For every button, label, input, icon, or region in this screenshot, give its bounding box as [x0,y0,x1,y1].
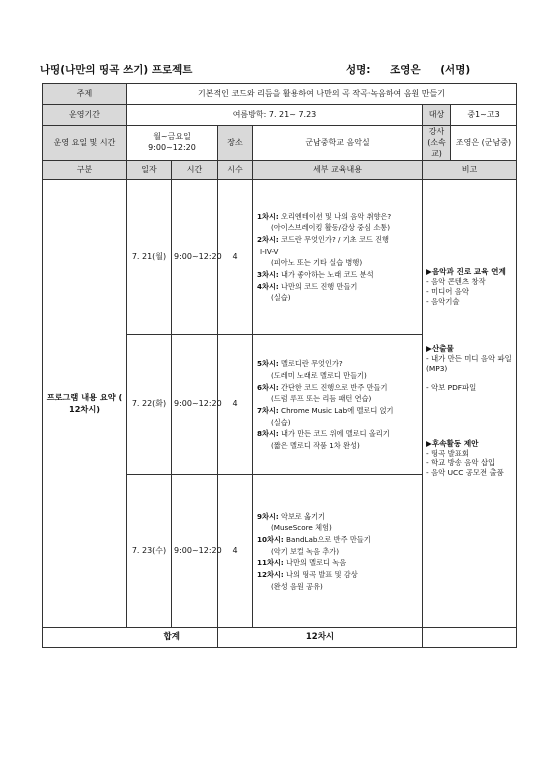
session-sub: (악기 보컬 녹음 추가) [271,546,340,556]
session-topic: 나만의 멜로디 녹음 [283,558,347,568]
notes-item: - 학교 방송 음악 삽입 [426,458,496,468]
notes-group [426,439,513,478]
session-time: 9:00~12:20 [172,180,218,335]
session-sub: (실습) [271,417,291,427]
session-date: 7. 23(수) [127,475,172,628]
session-hours: 4 [218,475,253,628]
total-row [43,628,517,648]
session-topic: 간단한 코드 진행으로 반주 만들기 [278,382,388,392]
signature-name: 조영은 [390,64,421,76]
notes-item: - 미디어 음악 [426,286,470,296]
session-sub: (피아노 또는 기타 실습 병행) [271,258,363,268]
session-sub: (도레미 노래로 멜로디 만들기) [271,370,367,380]
session-topic: 내가 좋아하는 노래 코드 분석 [278,270,374,280]
notes-heading: ▶음악과 진로 교육 연계 [426,267,506,277]
session-hours: 4 [218,335,253,475]
period-label: 운영기간 [43,105,127,126]
instructor-value: 조영은 (군남중) [451,126,517,161]
day-value: 월~금요일 9:00~12:20 [127,126,218,161]
notes-cell [423,180,517,628]
theme-label: 주제 [43,84,127,105]
session-topic: BandLab으로 반주 만들기 [283,534,371,544]
session-number: 8차시: [257,429,279,439]
signature-sign: (서명) [440,64,471,76]
session-details [253,335,423,475]
session-sub: (MuseScore 체험) [271,523,332,533]
session-number: 3차시: [257,270,279,280]
col-header-date: 일자 [127,161,172,180]
session-details [253,180,423,335]
session-number: 12차시: [257,569,284,579]
instructor-label: 강사 (소속교) [423,126,451,161]
session-number: 11차시: [257,558,284,568]
notes-heading: ▶산출물 [426,344,454,354]
signature-label: 성명: [346,64,371,76]
session-sub: (짧은 멜로디 작품 1차 완성) [271,440,360,450]
session-date: 7. 22(화) [127,335,172,475]
col-header-category: 구분 [43,161,127,180]
session-sub: (드럼 루프 또는 리듬 패턴 연습) [271,394,372,404]
session-sub: (완성 음원 공유) [271,581,323,591]
session-sub: (실습) [271,293,291,303]
session-number: 5차시: [257,359,279,369]
session-time: 9:00~12:20 [172,335,218,475]
session-number: 1차시: [257,211,279,221]
session-number: 2차시: [257,235,279,245]
col-header-notes: 비고 [423,161,517,180]
session-topic: 코드란 무엇인가? / 기초 코드 진행 [278,235,389,245]
signature-line [346,62,484,77]
notes-item: - 음악기술 [426,296,460,306]
session-time: 9:00~12:20 [172,475,218,628]
session-number: 9차시: [257,511,279,521]
session-topic: 나의 띵곡 발표 및 감상 [283,569,358,579]
session-number: 6차시: [257,382,279,392]
session-date: 7. 21(월) [127,180,172,335]
notes-heading: ▶후속활동 제안 [426,438,479,448]
session-number: 7차시: [257,405,279,415]
session-topic: 오리엔테이션 및 나의 음악 취향은? [278,211,392,221]
target-value: 중1~고3 [451,105,517,126]
session-number: 4차시: [257,281,279,291]
col-header-hours: 시수 [218,161,253,180]
notes-item: - 음악 UCC 공모전 출품 [426,467,504,477]
notes-item: - 음악 콘텐츠 창작 [426,277,486,287]
session-sub: I-IV-V [260,246,279,256]
session-details [253,475,423,628]
col-header-details: 세부 교육내용 [253,161,423,180]
program-summary-label: 프로그램 내용 요약 ( 12차시) [43,180,127,628]
place-label: 장소 [218,126,253,161]
notes-group [426,344,513,393]
total-label: 합계 [127,628,218,648]
program-table [42,83,517,648]
day-label: 운영 요일 및 시간 [43,126,127,161]
notes-group [426,267,513,306]
session-topic: Chrome Music Lab에 멜로디 얹기 [278,405,394,415]
col-header-time: 시간 [172,161,218,180]
notes-item: - 악보 PDF파일 [426,383,477,393]
session-sub: (아이스브레이킹 활동/감상 중심 소통) [271,223,391,233]
session-row-1 [43,180,517,335]
session-topic: 나만의 코드 진행 만들기 [278,281,358,291]
notes-item: - 내가 만든 미디 음악 파일(MP3) [426,353,512,373]
theme-value: 기본적인 코드와 리듬을 활용하여 나만의 곡 작곡·녹음하여 음원 만들기 [127,84,517,105]
session-topic: 멜로디란 무엇인가? [278,359,343,369]
session-topic: 악보로 옮기기 [278,511,325,521]
session-topic: 내가 만든 코드 위에 멜로디 올리기 [278,429,390,439]
document-title: 나띵(나만의 띵곡 쓰기) 프로젝트 [40,64,193,76]
target-label: 대상 [423,105,451,126]
session-number: 10차시: [257,534,284,544]
total-value: 12차시 [218,628,423,648]
session-hours: 4 [218,180,253,335]
place-value: 군남중학교 음악실 [253,126,423,161]
notes-item: - 띵곡 발표회 [426,448,470,458]
period-value: 여름방학: 7. 21~ 7.23 [127,105,423,126]
